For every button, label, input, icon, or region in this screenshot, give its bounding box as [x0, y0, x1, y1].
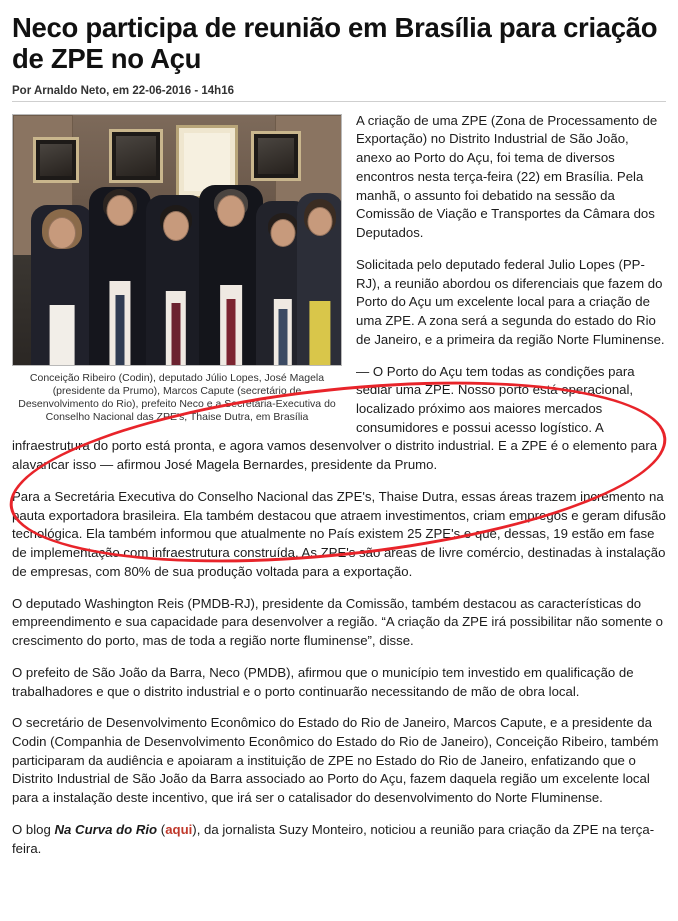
paragraph: Solicitada pelo deputado federal Julio Lopes (PP-RJ), a reunião abordou os diferenciais que fazem do Porto do Açu um excelente local para a criação de uma ZPE. A zona será a segunda do estado do Rio de Janeiro, e a primeira da região Norte Fluminense.: [356, 256, 665, 347]
photo-person: [31, 205, 93, 365]
photo-picture-frame: [251, 131, 301, 181]
paragraph: O prefeito de São João da Barra, Neco (PMDB), afirmou que o município tem investido em qualificação de trabalhadores e que o distrito industrial e o porto continuarão necessitando de mão de obra local.: [12, 664, 634, 699]
divider: [12, 101, 666, 102]
byline: Por Arnaldo Neto, em 22-06-2016 - 14h16: [12, 84, 234, 97]
photo-person: [297, 193, 342, 365]
paragraph: Para a Secretária Executiva do Conselho Nacional das ZPE's, Thaise Dutra, essas áreas trazem incremento na pauta exportadora brasileira. Ela também destacou que atraem investimentos, criam empregos e geram difusão tecnológica. Ela também informou que atualmente no País existem 25 ZPE's e que, dessas, 19 estão em fase de implementação com infraestrutura construída. As ZPE's são áreas de livre comércio, destinadas à instalação de empresas, com 80% de sua produção voltada para a exportação.: [12, 488, 666, 579]
blog-prefix: O blog: [12, 821, 55, 837]
page-title: Neco participa de reunião em Brasília para criação de ZPE no Açu: [12, 12, 658, 75]
blog-title: Na Curva do Rio: [54, 821, 158, 837]
photo-person: [199, 185, 263, 365]
photo-person: [89, 187, 151, 365]
paragraph: — O Porto do Açu tem todas as condições para sediar uma ZPE. Nosso porto está operacional, localizado próximo aos maiores mercados consumidores e possui acesso logístico. A infraestrutura do porto está pronta, e agora vamos desenvolver o distrito industrial. E a ZPE é o elemento para alavancar isso — afirmou José Magela Bernardes, presidente da Prumo.: [12, 363, 658, 473]
blog-suffix: ), da jornalista Suzy Monteiro, noticiou a reunião para criação da ZPE na terça-feira.: [12, 821, 655, 856]
photo-caption: Conceição Ribeiro (Codin), deputado Júlio Lopes, José Magela (presidente da Prumo), Marcos Capute (secretário de Desenvolvimento do Rio), prefeito Neco e a Secretária-Executiva do Conselho Nacional das ZPE's, Thaise Dutra, em Brasília: [18, 371, 336, 424]
blog-open-paren: (: [157, 821, 166, 837]
photo-person: [146, 195, 206, 365]
article-photo: [12, 114, 342, 366]
photo-picture-frame: [109, 129, 163, 183]
blog-link[interactable]: aqui: [165, 821, 193, 837]
paragraph: A criação de uma ZPE (Zona de Processamento de Exportação) no Distrito Industrial de São João, anexo ao Porto do Açu, foi tema de diversos encontros nesta terça-feira (22) em Brasília. Pela manhã, o assunto foi debatido na sessão da Comissão de Viação e Transportes da Câmara dos Deputados.: [356, 112, 658, 241]
paragraph: O secretário de Desenvolvimento Econômico do Estado do Rio de Janeiro, Marcos Capute, e a presidente da Codin (Companhia de Desenvolvimento Econômico do Estado do Rio de Janeiro), Conceição Ribeiro, também participaram da audiência e apoiaram a instituição de ZPE no Estado do Rio de Janeiro, enfatizando que o Distrito Industrial de São João da Barra associado ao Porto do Açu, fazem daquela região um excelente local para a instalação deste incentivo, que irá ser o catalisador do desenvolvimento do Norte Fluminense.: [12, 715, 659, 806]
paragraph-blog: [12, 821, 666, 858]
photo-picture-frame: [33, 137, 79, 183]
paragraph: O deputado Washington Reis (PMDB-RJ), presidente da Comissão, também destacou as características do empreendimento e sua capacidade para desenvolver a região. “A criação da ZPE irá possibilitar não somente o crescimento do porto, mas de toda a região norte fluminense”, disse.: [12, 595, 663, 649]
article-figure: [12, 114, 342, 425]
